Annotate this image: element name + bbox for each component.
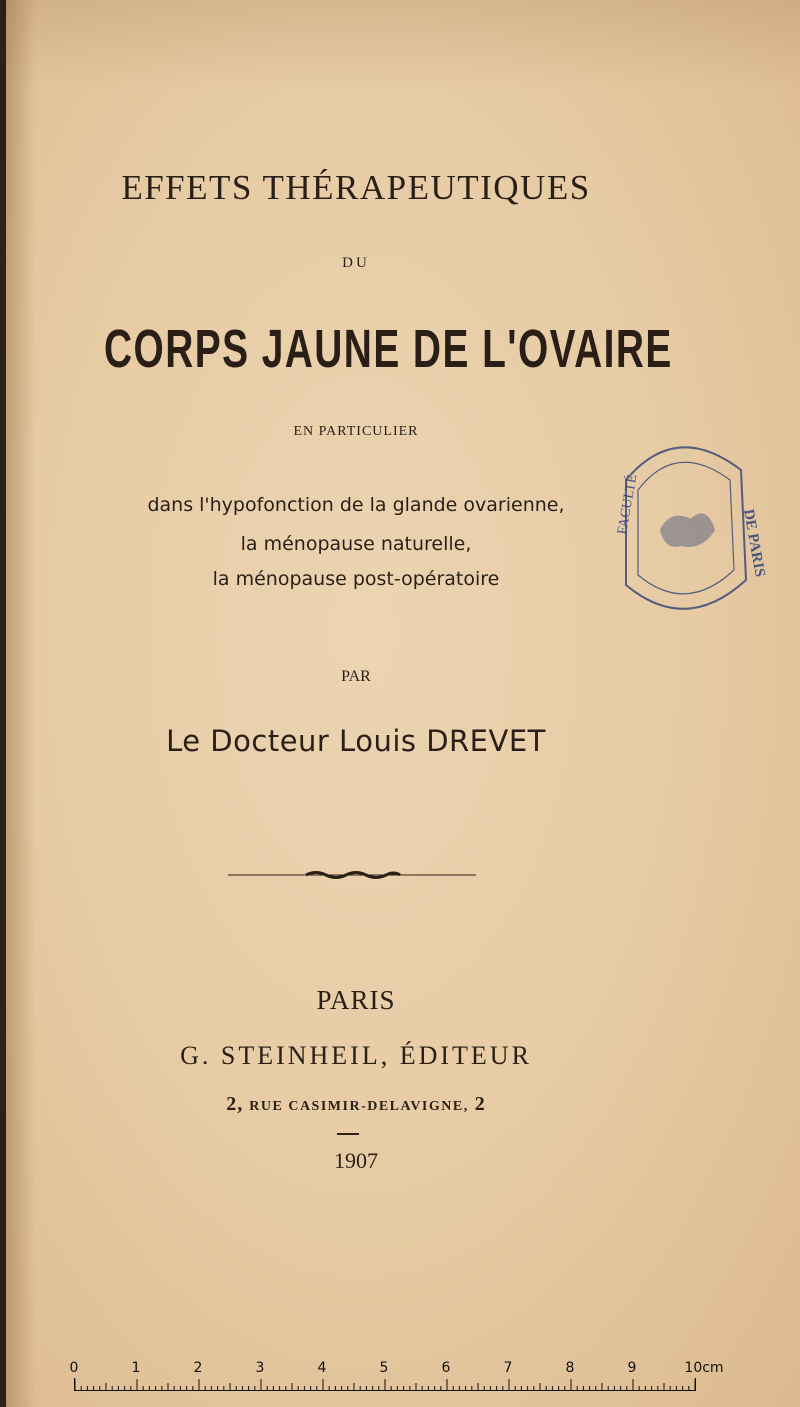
ruler-label: 8 [565, 1360, 575, 1376]
subtitle-item: la ménopause naturelle, [240, 533, 472, 555]
address-number-2: 2 [474, 1093, 486, 1115]
subtitle-item: dans l'hypofonction de la glande ovarienne, [147, 494, 565, 516]
ruler-ticks [75, 1379, 695, 1391]
title-line-2: DU [342, 255, 370, 271]
ruler-label: 7 [503, 1360, 513, 1376]
ruler-label: 10cm [684, 1360, 724, 1376]
book-title-page [6, 0, 800, 1407]
ornament-divider [228, 870, 476, 880]
ruler-label: 1 [131, 1360, 141, 1376]
ruler-bar [74, 1378, 696, 1391]
library-stamp [606, 420, 768, 635]
scale-ruler [69, 1360, 724, 1390]
ruler-label: 2 [193, 1360, 203, 1376]
paper-stain [6, 0, 800, 90]
ruler-label: 5 [379, 1360, 389, 1376]
by-label: PAR [341, 668, 371, 685]
svg-text:FACULTÉ: FACULTÉ [615, 473, 641, 536]
publisher-address [6, 1093, 706, 1116]
address-street: RUE CASIMIR-DELAVIGNE, [249, 1099, 469, 1114]
subtitle-item: la ménopause post-opératoire [212, 568, 500, 590]
svg-text:DE PARIS: DE PARIS [740, 507, 768, 579]
binding-shadow [6, 0, 36, 1407]
ruler-label: 9 [627, 1360, 637, 1376]
publisher: G. STEINHEIL, ÉDITEUR [180, 1041, 532, 1070]
address-number: 2, [226, 1093, 244, 1115]
subtitle-heading: EN PARTICULIER [293, 424, 419, 439]
ruler-label: 3 [255, 1360, 265, 1376]
ruler-label: 6 [441, 1360, 451, 1376]
title-line-1: EFFETS THÉRAPEUTIQUES [121, 168, 591, 207]
city: PARIS [316, 985, 396, 1015]
short-rule [337, 1133, 359, 1135]
main-title: CORPS JAUNE DE L'OVAIRE [103, 319, 673, 379]
ruler-label: 0 [69, 1360, 79, 1376]
author-name: Le Docteur Louis DREVET [166, 724, 546, 758]
ruler-label: 4 [317, 1360, 327, 1376]
publication-year: 1907 [334, 1148, 378, 1173]
